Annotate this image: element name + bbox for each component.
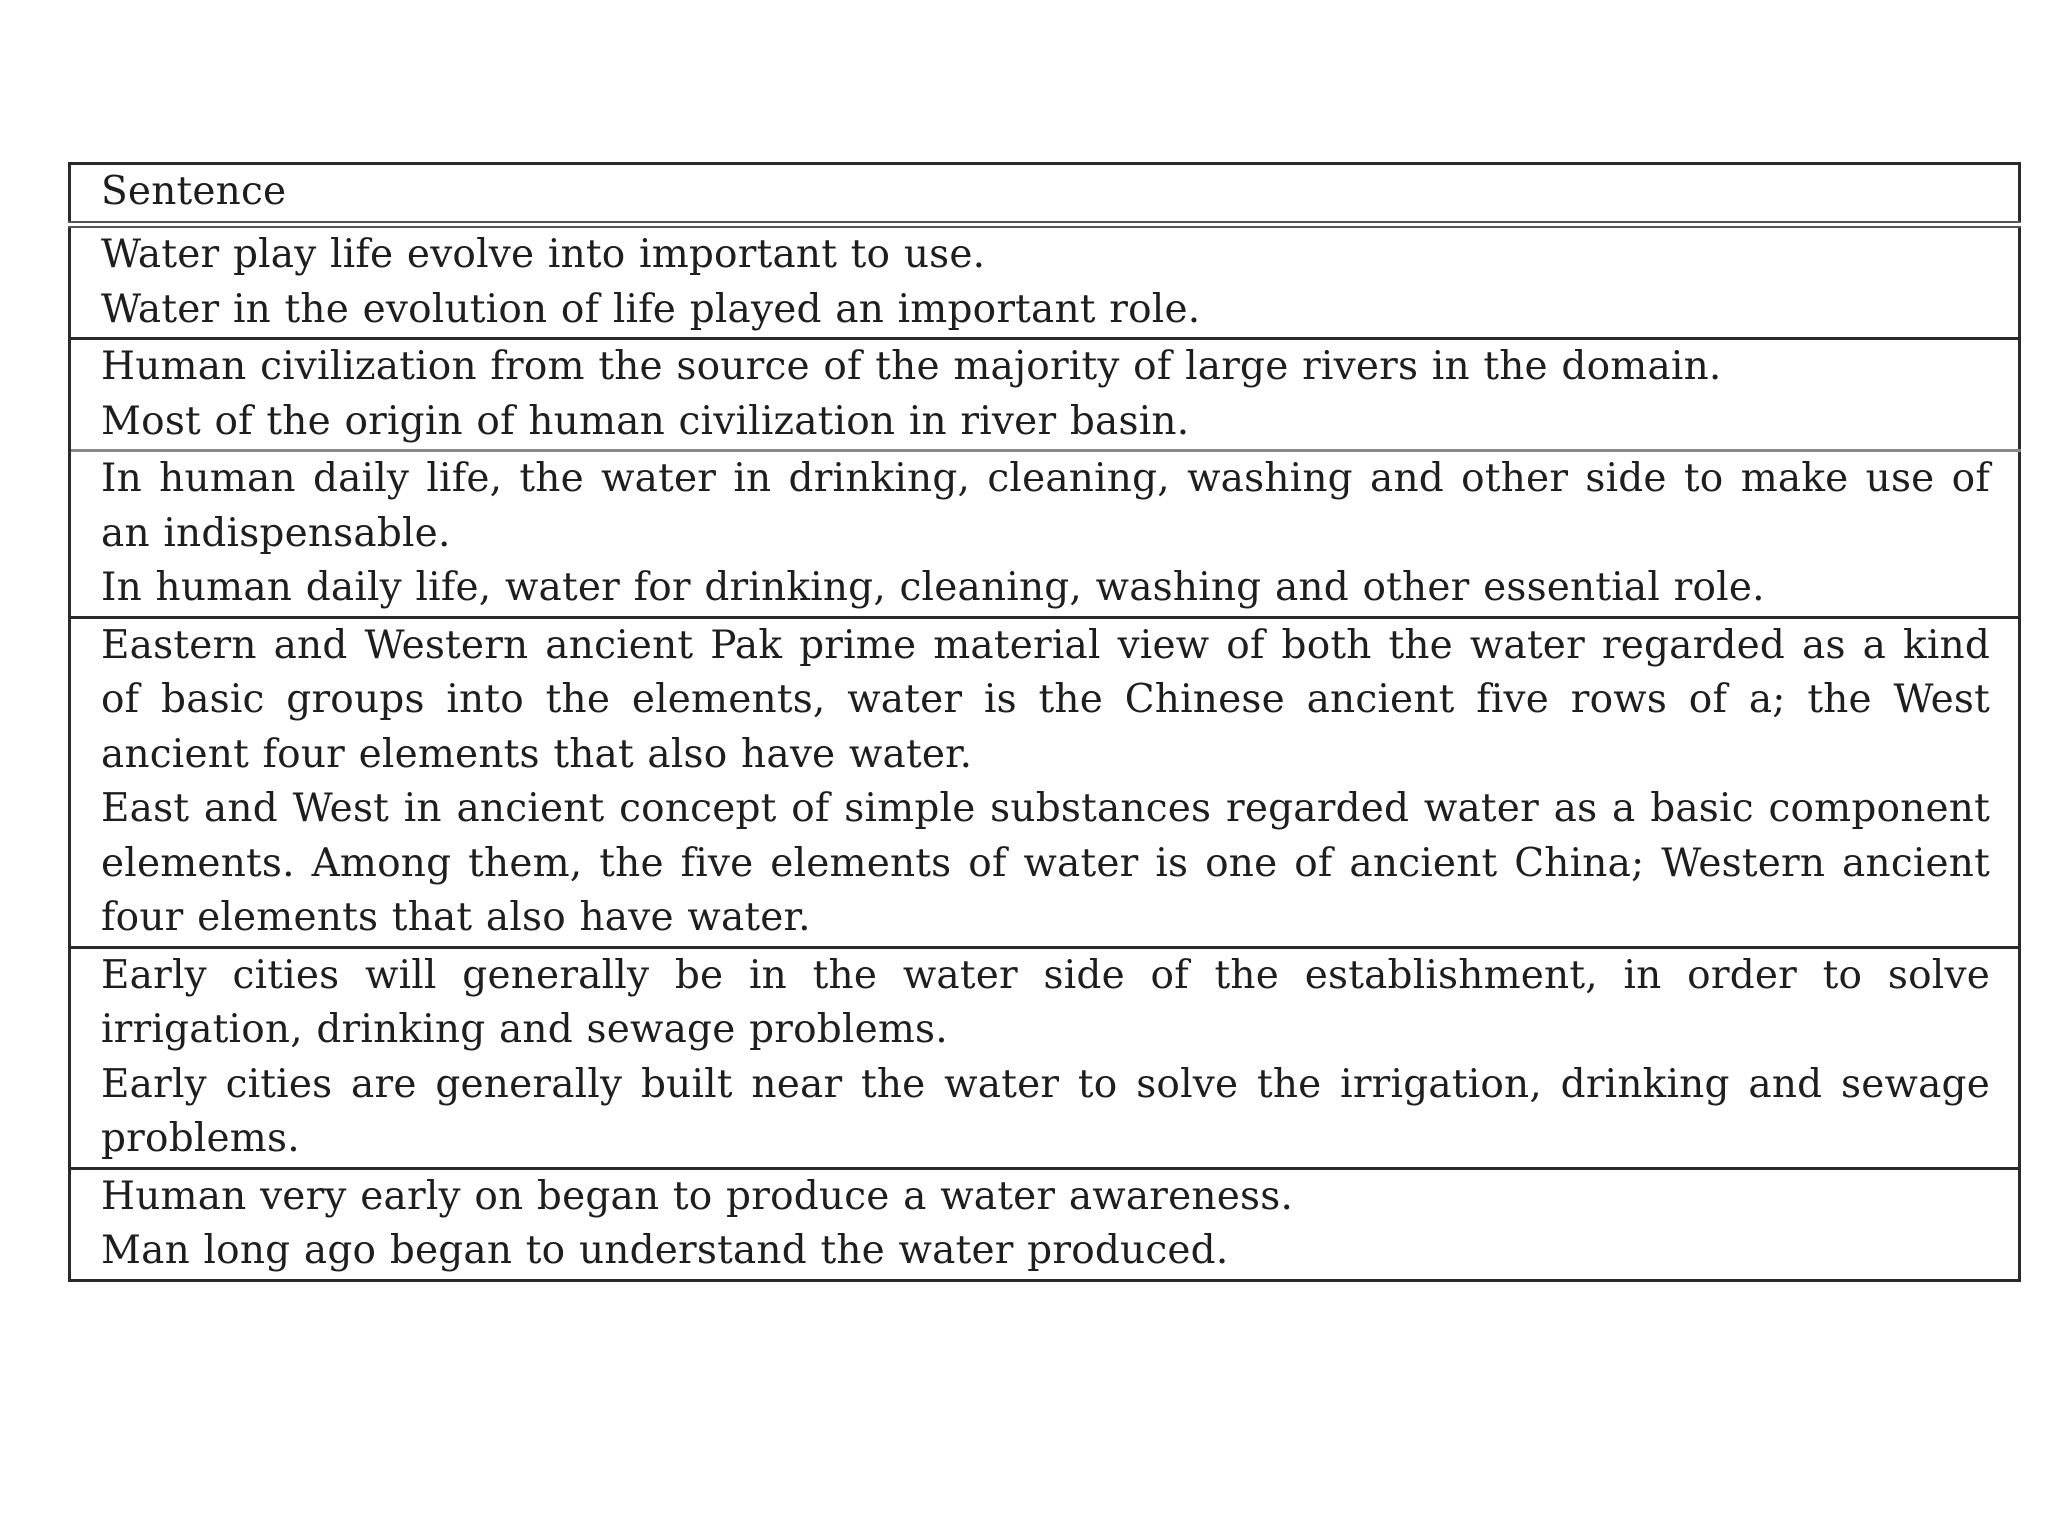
table-row [70, 451, 2020, 618]
improved-sentence: East and West in ancient concept of simple substances regarded water as a basic component elements. Among them, the five elements of water is one of ancient China; Western ancient four elements that also have water. [101, 786, 1990, 940]
table-row [70, 947, 2020, 1168]
original-sentence: Human civilization from the source of the majority of large rivers in the domain. [101, 344, 1722, 389]
improved-sentence: Water in the evolution of life played an important role. [101, 286, 1201, 332]
sentence-cell [70, 451, 2020, 618]
sentence-cell [70, 947, 2020, 1168]
table-header-row [70, 164, 2020, 225]
improved-sentence: Most of the origin of human civilization in river basin. [101, 398, 1190, 444]
sentence-table-container [68, 162, 2021, 1282]
table-row [70, 617, 2020, 947]
improved-sentence: Early cities are generally built near the water to solve the irrigation, drinking and sewage problems. [101, 1061, 1990, 1161]
improved-sentence: Man long ago began to understand the water produced. [101, 1228, 1229, 1273]
sentence-cell [70, 1168, 2020, 1280]
original-sentence: Eastern and Western ancient Pak prime material view of both the water regarded as a kind of basic groups into the elements, water is the Chinese ancient five rows of a; the West ancient four elements that also have water. [101, 622, 1990, 777]
sentence-cell [70, 617, 2020, 947]
original-sentence: Human very early on began to produce a water awareness. [101, 1173, 1294, 1219]
table-row [70, 225, 2020, 339]
original-sentence: Water play life evolve into important to use. [101, 232, 986, 277]
sentence-cell [70, 225, 2020, 339]
column-header-sentence: Sentence [70, 164, 2020, 225]
table-row [70, 1168, 2020, 1280]
sentence-cell [70, 339, 2020, 451]
improved-sentence: In human daily life, water for drinking, cleaning, washing and other essential role. [101, 565, 1765, 610]
sentence-table [68, 162, 2021, 1282]
original-sentence: Early cities will generally be in the water side of the establishment, in order to solve irrigation, drinking and sewage problems. [101, 952, 1990, 1052]
original-sentence: In human daily life, the water in drinking, cleaning, washing and other side to make use of an indispensable. [101, 456, 1990, 556]
table-row [70, 339, 2020, 451]
